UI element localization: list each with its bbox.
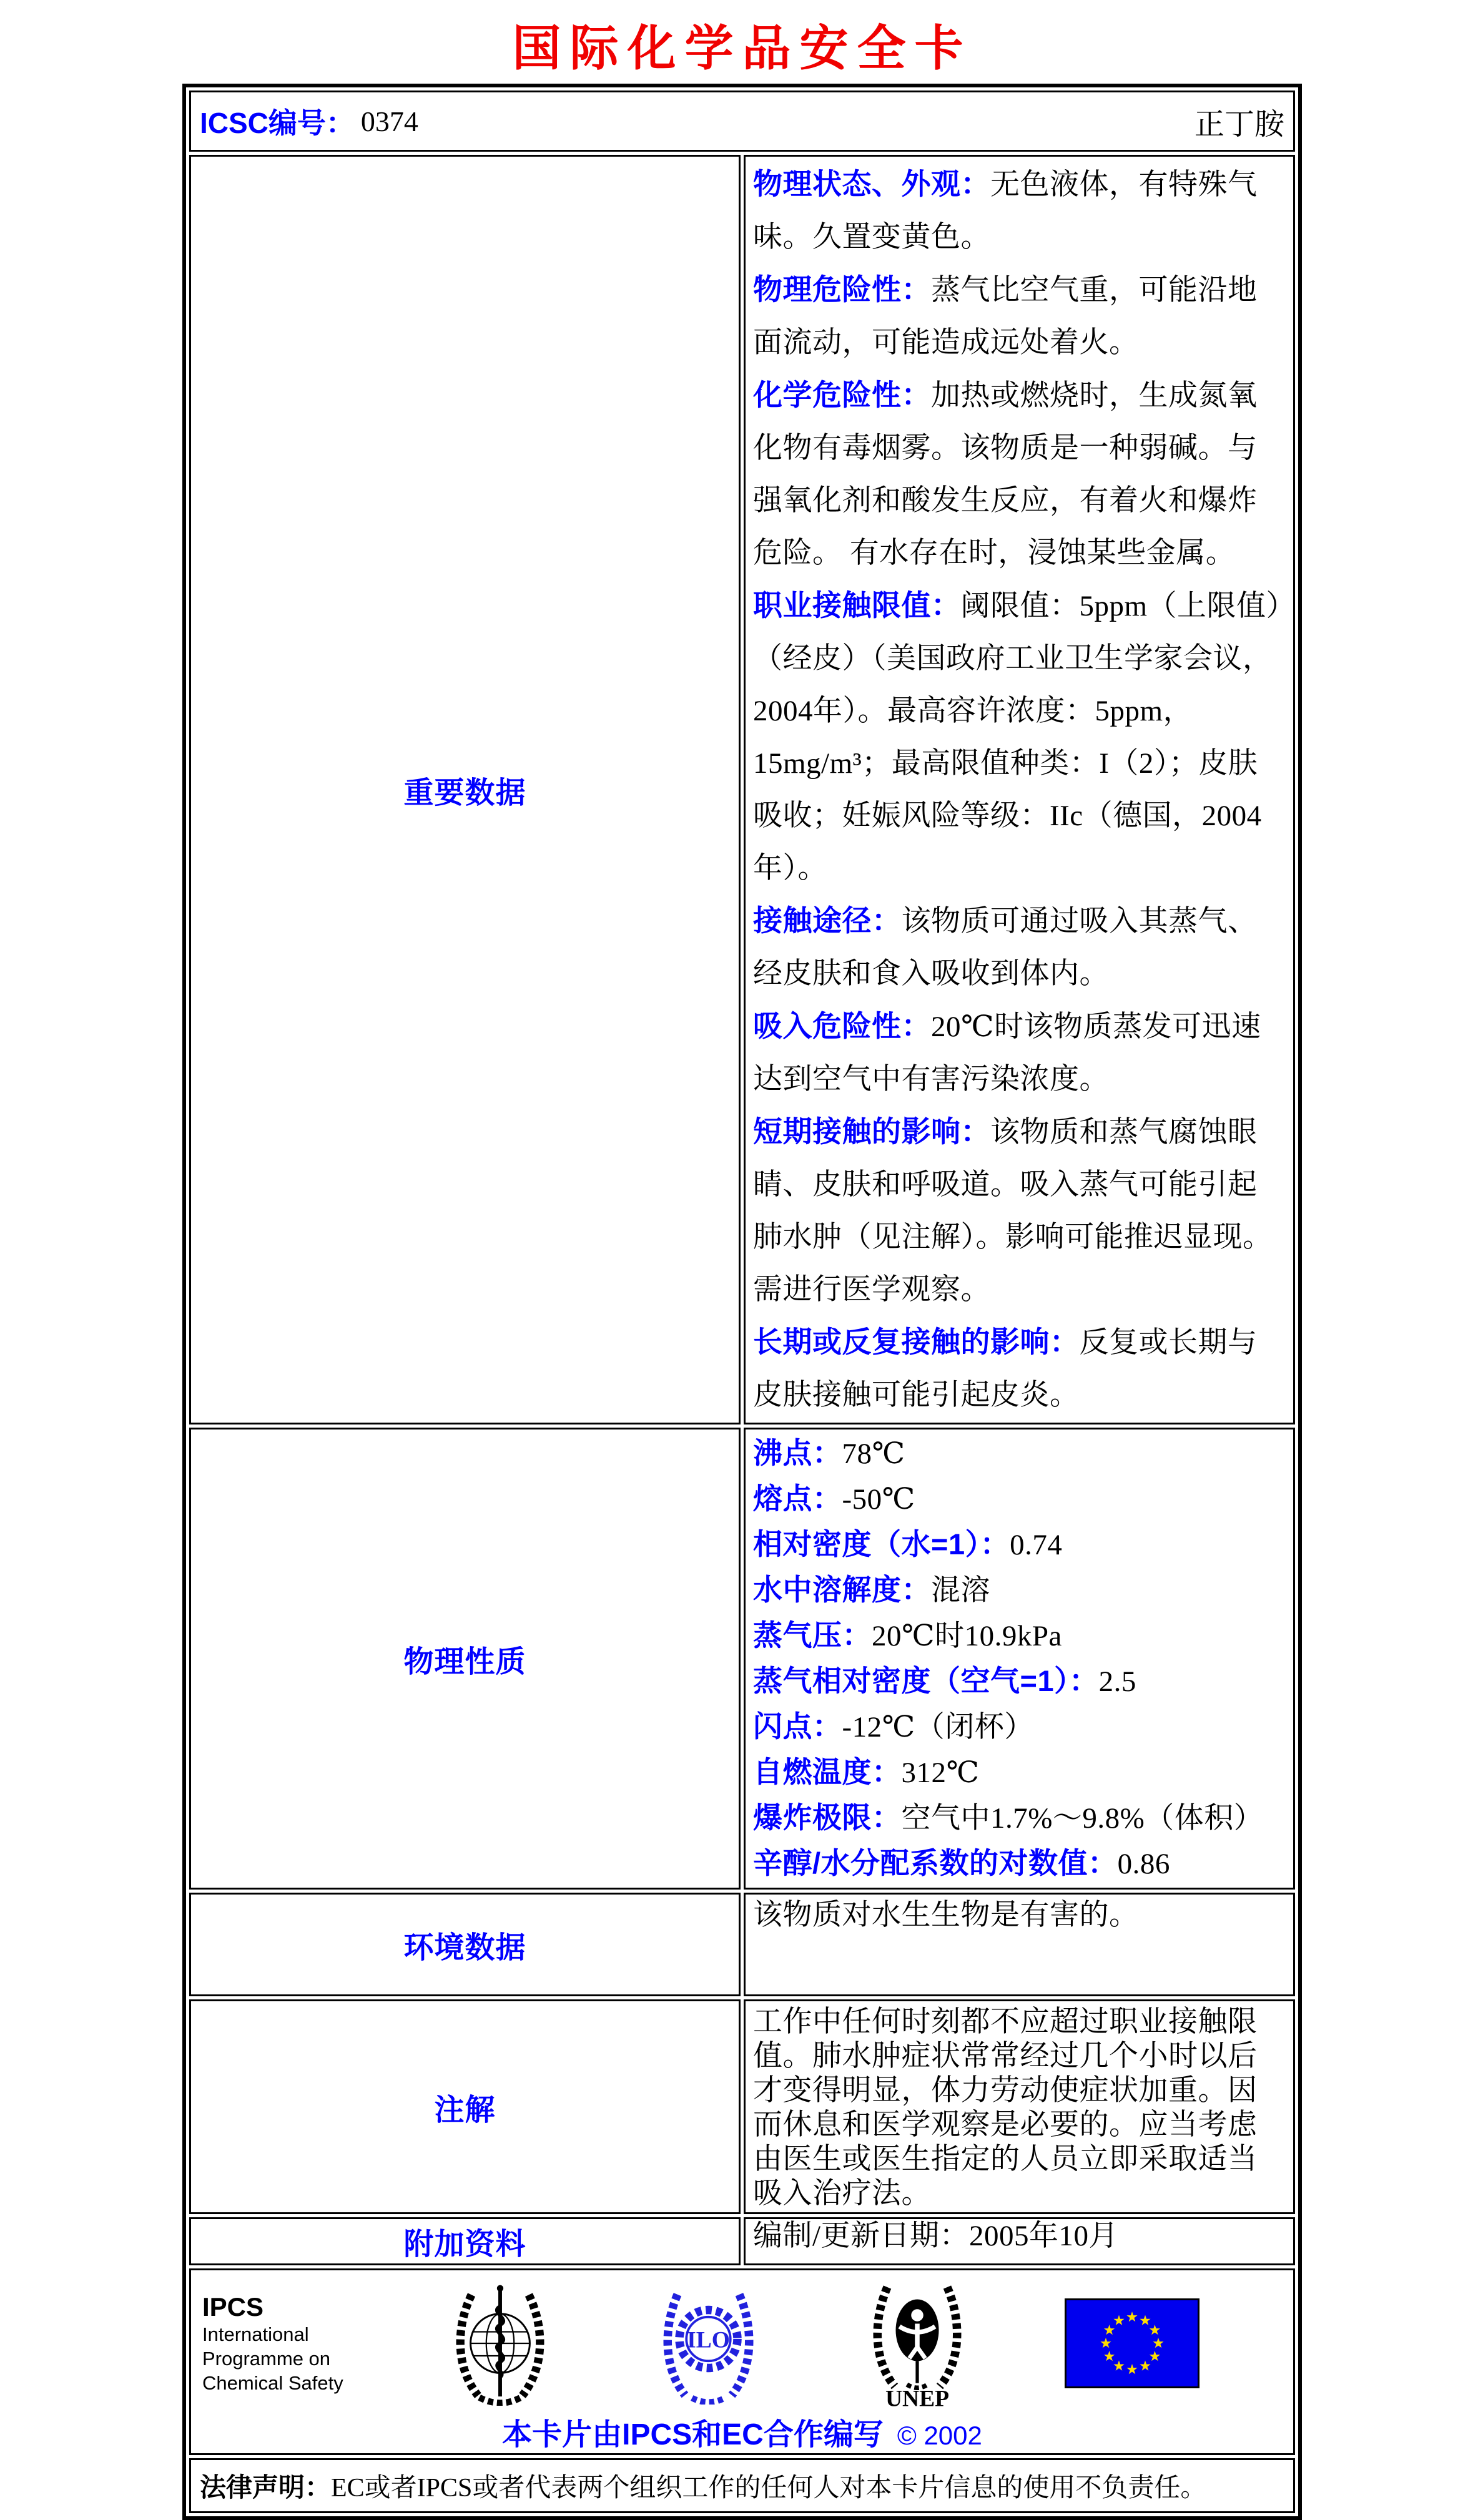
legal-row xyxy=(189,2458,1295,2513)
notes-row xyxy=(189,1999,1295,2214)
physical-line: 爆炸极限：空气中1.7%～9.8%（体积） xyxy=(753,1801,1264,1835)
notes-row-label: 注解 xyxy=(189,1999,741,2214)
physical-properties-row-label: 物理性质 xyxy=(189,1428,741,1890)
notes-content: 工作中任何时刻都不应超过职业接触限值。肺水肿症状常常经过几个小时以后才变得明显，体力劳动使症状加重。因而休息和医学观察是必要的。应当考虑由医生或医生指定的人员立即采取适当吸入治疗法。 xyxy=(744,1999,1295,2214)
logos-cell xyxy=(189,2268,1295,2455)
chemical-name: 正丁胺 xyxy=(1194,107,1284,141)
environmental-data-row-label: 环境数据 xyxy=(189,1893,741,1996)
physical-line: 沸点：78℃ xyxy=(753,1436,905,1470)
cooperation-caption xyxy=(191,2410,1293,2453)
additional-info-content: 编制/更新日期：2005年10月 xyxy=(744,2217,1295,2265)
icsc-number-value: 0374 xyxy=(360,105,418,137)
environmental-data-content: 该物质对水生生物是有害的。 xyxy=(744,1893,1295,1996)
important-data-row-label: 重要数据 xyxy=(189,155,741,1424)
copyright-text: © 2002 xyxy=(897,2421,982,2450)
who-logo-icon xyxy=(438,2281,563,2406)
physical-line: 相对密度（水=1）：0.74 xyxy=(753,1527,1063,1561)
unep-logo-icon xyxy=(855,2278,980,2409)
physical-properties-row xyxy=(189,1428,1295,1890)
unep-letters: UNEP xyxy=(885,2386,949,2409)
physical-line: 蒸气相对密度（空气=1）：2.5 xyxy=(753,1664,1136,1698)
page-title: 国际化学品安全卡 xyxy=(512,21,972,76)
important-line: 化学危险性：加热或燃烧时，生成氮氧化物有毒烟雾。该物质是一种弱碱。与强氧化剂和酸发生反应，有着火和爆炸危险。 有水存在时，浸蚀某些金属。 xyxy=(753,378,1258,569)
logos-row xyxy=(189,2268,1295,2455)
physical-properties-content xyxy=(744,1428,1295,1890)
physical-line: 自燃温度：312℃ xyxy=(753,1755,980,1789)
important-line: 短期接触的影响：该物质和蒸气腐蚀眼睛、皮肤和呼吸道。吸入蒸气可能引起肺水肿（见注解）。影响可能推迟显现。需进行医学观察。 xyxy=(753,1115,1273,1306)
important-line: 物理危险性：蒸气比空气重，可能沿地面流动，可能造成远处着火。 xyxy=(753,273,1258,359)
important-line: 长期或反复接触的影响：反复或长期与皮肤接触可能引起皮炎。 xyxy=(753,1325,1258,1411)
physical-line: 辛醇/水分配系数的对数值：0.86 xyxy=(753,1846,1170,1880)
important-line: 吸入危险性：20℃时该物质蒸发可迅速达到空气中有害污染浓度。 xyxy=(753,1009,1261,1096)
icsc-card-table xyxy=(182,84,1302,2520)
legal-cell xyxy=(189,2458,1295,2513)
physical-line: 蒸气压：20℃时10.9kPa xyxy=(753,1619,1062,1652)
important-line: 接触途径：该物质可通过吸入其蒸气、经皮肤和食入吸收到体内。 xyxy=(753,904,1258,990)
important-line: 职业接触限值：阈限值：5ppm（上限值）（经皮）（美国政府工业卫生学家会议，2004年）。最高容许浓度：5ppm，15mg/m³；最高限值种类：I（2）；皮肤吸收；妊娠风险等级：IIc（德国，2004年）。 xyxy=(753,589,1281,885)
legal-label: 法律声明： xyxy=(200,2473,332,2502)
header-row xyxy=(189,91,1295,152)
physical-line: 闪点：-12℃（闭杯） xyxy=(753,1710,1034,1743)
important-data-content xyxy=(744,155,1295,1424)
environmental-data-row xyxy=(189,1893,1295,1996)
additional-info-row xyxy=(189,2217,1295,2265)
icsc-number-label: ICSC编号： xyxy=(200,107,355,139)
physical-line: 水中溶解度：混溶 xyxy=(753,1573,990,1607)
ilo-logo-icon xyxy=(648,2283,769,2405)
eu-flag-icon xyxy=(1065,2298,1199,2388)
ilo-letters: ILO xyxy=(687,2327,730,2353)
important-data-row xyxy=(189,155,1295,1424)
header-cell xyxy=(189,91,1295,152)
additional-info-row-label: 附加资料 xyxy=(189,2217,741,2265)
important-line: 物理状态、外观：无色液体，有特殊气味。久置变黄色。 xyxy=(753,167,1258,253)
cooperation-caption-text: 本卡片由IPCS和EC合作编写 xyxy=(502,2418,884,2451)
ipcs-acronym: IPCS xyxy=(202,2292,264,2321)
ipcs-text-block: IPCS International Programme on Chemical Safety xyxy=(202,2292,352,2395)
physical-line: 熔点：-50℃ xyxy=(753,1482,915,1516)
legal-text: EC或者IPCS或者代表两个组织工作的任何人对本卡片信息的使用不负责任。 xyxy=(331,2474,1207,2503)
